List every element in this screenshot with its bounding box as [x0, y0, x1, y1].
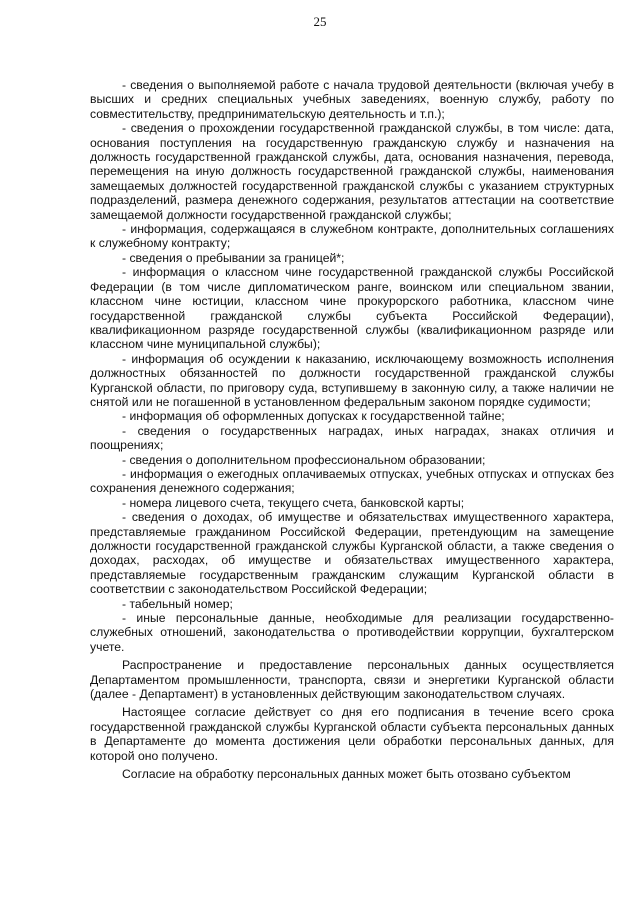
list-item-awards: - сведения о государственных наградах, иных наградах, знаках отличия и поощрениях;: [90, 423, 614, 453]
list-item-income: - сведения о доходах, об имуществе и обязательствах имущественного характера, представляемые гражданином Российской Федерации, претендующим на замещение должности государственной гражданской службы Курганской области, а также сведения о доходах, расходах, об имуществе и обязательствах имущественного характера, представляемые государственным гражданским служащим Курганской области в соответствии с законодательством Российской Федерации;: [90, 510, 614, 597]
list-item-civil-service: - сведения о прохождении государственной гражданской службы, в том числе: дата, основания поступления на государственную гражданскую службу и назначения на должность государственной гражданской службы, дата, основания назначения, перевода, перемещения на иную должность государственной гражданской службы, наименования замещаемых должностей государственной гражданской службы с указанием структурных подразделений, размера денежного содержания, результатов аттестации на соответствие замещаемой должности государственной гражданской службы;: [90, 121, 614, 222]
list-item-vacations: - информация о ежегодных оплачиваемых отпусках, учебных отпусках и отпусках без сохранения денежного содержания;: [90, 466, 614, 496]
list-item-bank-accounts: - номера лицевого счета, текущего счета, банковской карты;: [122, 495, 465, 510]
paragraph-revocation: Согласие на обработку персональных данных может быть отозвано субъектом: [122, 767, 571, 782]
list-item-class-rank: - информация о классном чине государственной гражданской службы Российской Федерации (в том числе дипломатическом ранге, воинском или специальном звании, классном чине юстиции, классном чине прокурорского работника, классном чине государственной гражданской службы субъекта Российской Федерации), квалификационном разряде государственной службы (квалификационном разряде или классном чине муниципальной службы);: [90, 265, 614, 352]
list-item-other-data: - иные персональные данные, необходимые для реализации государственно-служебных отношений, законодательства о противодействии коррупции, бухгалтерском учете.: [90, 611, 614, 654]
document-body: [90, 78, 614, 782]
list-item-work-history: - сведения о выполняемой работе с начала трудовой деятельности (включая учебу в высших и средних специальных учебных заведениях, военную службу, работу по совместительству, предпринимательскую деятельность и т.п.);: [90, 78, 614, 121]
page-number: 25: [313, 14, 327, 29]
list-item-abroad: - сведения о пребывании за границей*;: [122, 250, 345, 265]
list-item-conviction: - информация об осуждении к наказанию, исключающему возможность исполнения должностных обязанностей по должности государственной гражданской службы Курганской области, по приговору суда, вступившему в законную силу, а также наличии не снятой или не погашенной в установленном федеральным законом порядке судимости;: [90, 351, 614, 409]
list-item-service-contract: - информация, содержащаяся в служебном контракте, дополнительных соглашениях к служебному контракту;: [90, 222, 614, 251]
list-item-personnel-number: - табельный номер;: [122, 596, 233, 611]
list-item-state-secret: - информация об оформленных допусках к государственной тайне;: [122, 409, 505, 424]
paragraph-distribution: Распространение и предоставление персональных данных осуществляется Департаментом промышленности, транспорта, связи и энергетики Курганской области (далее - Департамент) в установленных действующим законодательством случаях.: [90, 658, 614, 702]
list-item-education: - сведения о дополнительном профессиональном образовании;: [122, 452, 486, 467]
paragraph-validity: Настоящее согласие действует со дня его подписания в течение всего срока государственной гражданской службы Курганской области субъекта персональных данных в Департаменте до момента достижения цели обработки персональных данных, для которой оно получено.: [90, 705, 614, 763]
